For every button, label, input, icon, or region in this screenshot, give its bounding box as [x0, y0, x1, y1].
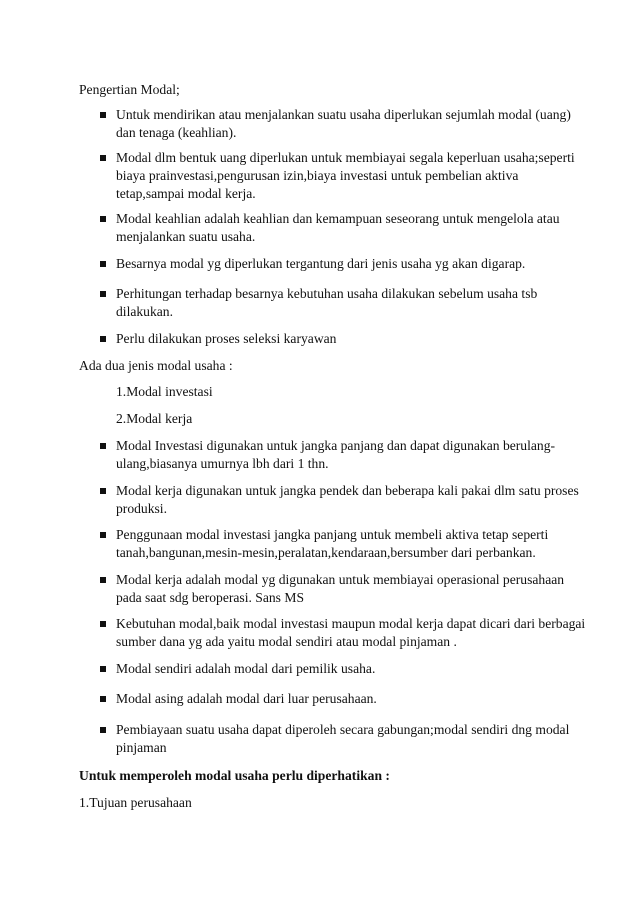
square-bullet-icon [100, 727, 106, 733]
square-bullet-icon [100, 621, 106, 627]
square-bullet-icon [100, 216, 106, 222]
square-bullet-icon [100, 336, 106, 342]
list-item-text: sumber dana yg ada yaitu modal sendiri atau modal pinjaman . [116, 634, 457, 649]
heading-memperoleh-modal: Untuk memperoleh modal usaha perlu diperhatikan : [79, 768, 390, 783]
list-item-text: Modal sendiri adalah modal dari pemilik usaha. [116, 661, 376, 676]
heading-jenis-modal: Ada dua jenis modal usaha : [79, 358, 233, 373]
list-item-text: biaya prainvestasi,pengurusan izin,biaya investasi untuk pembelian aktiva [116, 168, 519, 183]
square-bullet-icon [100, 291, 106, 297]
numbered-item-tujuan-perusahaan: 1.Tujuan perusahaan [79, 795, 192, 810]
list-item-text: Modal asing adalah modal dari luar perusahaan. [116, 691, 377, 706]
square-bullet-icon [100, 488, 106, 494]
list-item-text: dilakukan. [116, 304, 174, 319]
list-item-text: Modal keahlian adalah keahlian dan kemampuan seseorang untuk mengelola atau [116, 211, 560, 226]
list-item-text: tetap,sampai modal kerja. [116, 186, 256, 201]
list-item-text: Untuk mendirikan atau menjalankan suatu usaha diperlukan sejumlah modal (uang) [116, 107, 571, 122]
list-item-text: Perhitungan terhadap besarnya kebutuhan usaha dilakukan sebelum usaha tsb [116, 286, 538, 301]
square-bullet-icon [100, 666, 106, 672]
list-item-text: pinjaman [116, 740, 167, 755]
list-item-text: Perlu dilakukan proses seleksi karyawan [116, 331, 337, 346]
square-bullet-icon [100, 155, 106, 161]
list-item-text: Modal kerja adalah modal yg digunakan untuk membiayai operasional perusahaan [116, 572, 565, 587]
list-item-text: Besarnya modal yg diperlukan tergantung dari jenis usaha yg akan digarap. [116, 256, 526, 271]
list-item-text: menjalankan suatu usaha. [116, 229, 256, 244]
square-bullet-icon [100, 443, 106, 449]
list-item-text: Penggunaan modal investasi jangka panjang untuk membeli aktiva tetap seperti [116, 527, 549, 542]
numbered-item-modal-investasi: 1.Modal investasi [116, 384, 213, 399]
heading-pengertian-modal: Pengertian Modal; [79, 82, 180, 97]
list-item-text: Modal dlm bentuk uang diperlukan untuk membiayai segala keperluan usaha;seperti [116, 150, 575, 165]
square-bullet-icon [100, 696, 106, 702]
list-item-text: pada saat sdg beroperasi. Sans MS [116, 590, 305, 605]
square-bullet-icon [100, 532, 106, 538]
list-item-text: Modal Investasi digunakan untuk jangka panjang dan dapat digunakan berulang- [116, 438, 556, 453]
list-item-text: ulang,biasanya umurnya lbh dari 1 thn. [116, 456, 329, 471]
list-item-text: Kebutuhan modal,baik modal investasi maupun modal kerja dapat dicari dari berbagai [116, 616, 586, 631]
square-bullet-icon [100, 577, 106, 583]
list-item-text: Pembiayaan suatu usaha dapat diperoleh secara gabungan;modal sendiri dng modal [116, 722, 570, 737]
square-bullet-icon [100, 112, 106, 118]
list-item-text: tanah,bangunan,mesin-mesin,peralatan,kendaraan,bersumber dari perbankan. [116, 545, 536, 560]
list-item-text: produksi. [116, 501, 167, 516]
list-item-text: Modal kerja digunakan untuk jangka pendek dan beberapa kali pakai dlm satu proses [116, 483, 579, 498]
numbered-item-modal-kerja: 2.Modal kerja [116, 411, 193, 426]
list-item-text: dan tenaga (keahlian). [116, 125, 237, 140]
square-bullet-icon [100, 261, 106, 267]
